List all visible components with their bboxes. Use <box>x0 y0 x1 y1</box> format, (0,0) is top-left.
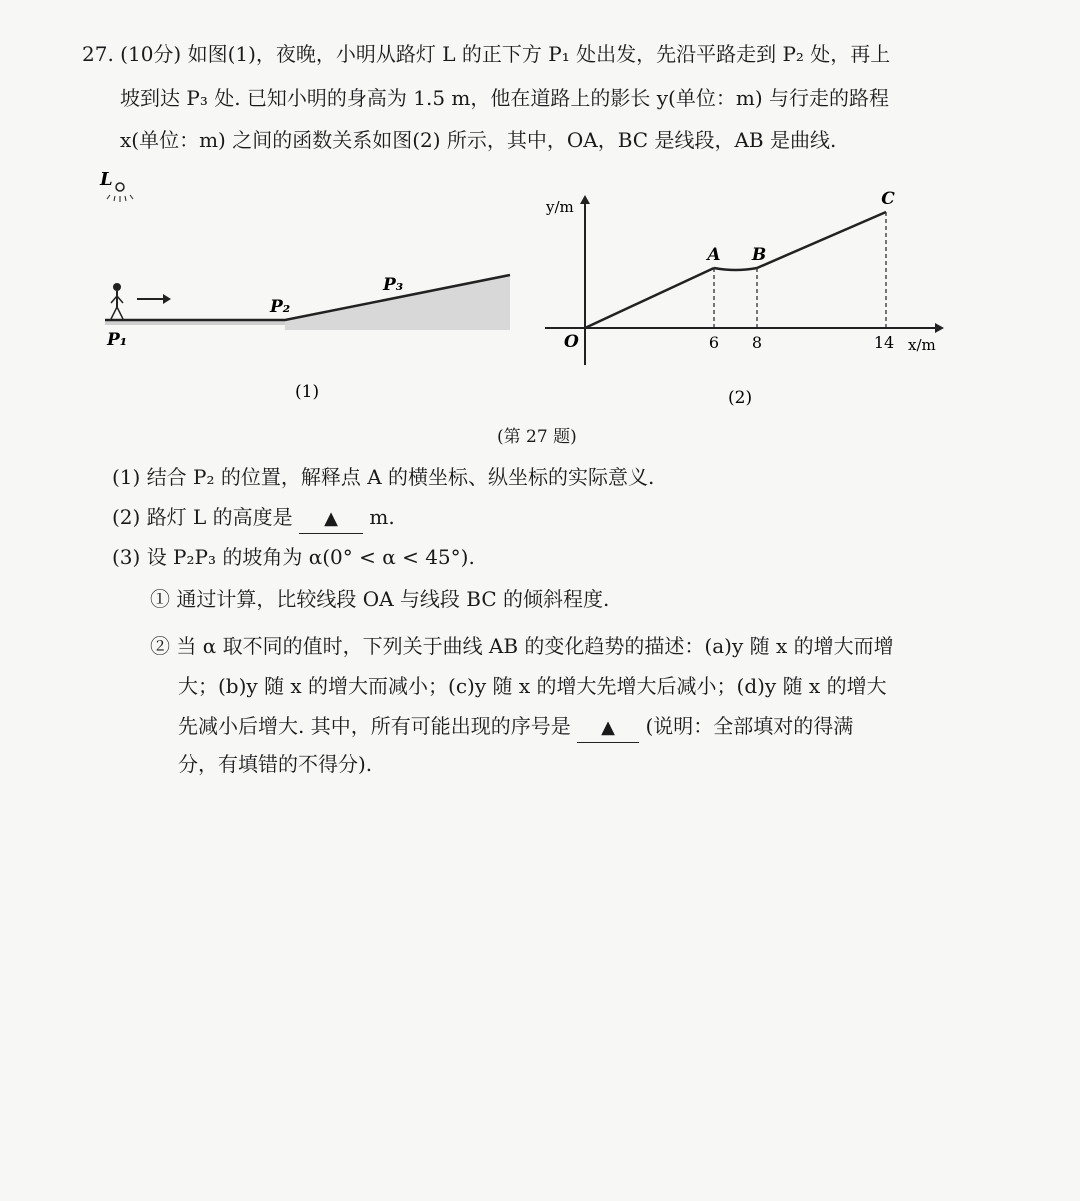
question-3-2-note: (说明：全部填对的得满 <box>645 714 854 738</box>
arrow-right-icon <box>137 294 171 304</box>
question-3: (3) 设 P₂P₃ 的坡角为 α(0° < α < 45°). <box>112 545 475 569</box>
problem-line-1 <box>82 40 890 68</box>
lamp-label: L <box>100 169 113 190</box>
figure-1-caption: (1) <box>295 382 320 402</box>
y-axis-arrow-icon <box>580 195 590 204</box>
x-axis-label: x/m <box>908 336 936 354</box>
figure-1 <box>95 165 525 405</box>
figure-2-caption: (2) <box>728 388 753 408</box>
blank-marker-icon: ▲ <box>324 508 338 529</box>
x-tick-8: 8 <box>751 333 763 352</box>
question-3-2-line-1: ② 当 α 取不同的值时，下列关于曲线 AB 的变化趋势的描述：(a)y 随 x 的增大而增 <box>150 634 894 658</box>
answer-blank-1[interactable] <box>299 503 363 534</box>
intro-text-2: 坡到达 P₃ 处. 已知小明的身高为 1.5 m，他在道路上的影长 y(单位：m) 与行走的路程 <box>120 86 889 110</box>
x-tick-6: 6 <box>708 333 720 352</box>
question-2 <box>112 503 395 534</box>
point-b-label: B <box>751 245 767 265</box>
question-3-2-line-3 <box>178 712 853 743</box>
p2-label: P₂ <box>270 297 291 317</box>
point-c-label: C <box>881 190 895 209</box>
curve-ab <box>714 268 757 270</box>
blank-marker-icon: ▲ <box>601 717 615 738</box>
answer-blank-2[interactable] <box>577 712 639 743</box>
p1-label: P₁ <box>107 330 128 350</box>
question-3-2-line-4: 分，有填错的不得分). <box>178 752 373 776</box>
intro-text-3: x(单位：m) 之间的函数关系如图(2) 所示，其中，OA，BC 是线段，AB 是曲线. <box>120 128 837 152</box>
point-a-label: A <box>707 245 721 265</box>
question-3-2-line-2: 大；(b)y 随 x 的增大而减小；(c)y 随 x 的增大先增大后减小；(d)y 随 x 的增大 <box>178 674 887 698</box>
p3-label: P₃ <box>383 275 404 295</box>
question-3-1: ① 通过计算，比较线段 OA 与线段 BC 的倾斜程度. <box>150 587 610 611</box>
problem-number: 27. <box>82 42 114 66</box>
x-tick-14: 14 <box>873 333 895 352</box>
segment-oa <box>585 268 714 328</box>
question-2-unit: m. <box>369 505 395 529</box>
question-1: (1) 结合 P₂ 的位置，解释点 A 的横坐标、纵坐标的实际意义. <box>112 465 655 489</box>
problem-score: (10分) <box>120 42 182 66</box>
question-2-text: (2) 路灯 L 的高度是 <box>112 505 293 529</box>
person-icon <box>111 283 123 319</box>
origin-label: O <box>564 332 579 352</box>
x-axis-arrow-icon <box>935 323 944 333</box>
figure-2-chart <box>540 190 950 415</box>
segment-bc <box>757 212 886 268</box>
intro-text-1: 如图(1)，夜晚，小明从路灯 L 的正下方 P₁ 处出发，先沿平路走到 P₂ 处，再上 <box>187 42 891 66</box>
question-3-2-text: 先减小后增大. 其中，所有可能出现的序号是 <box>178 714 571 738</box>
figure-caption: (第 27 题) <box>497 427 577 447</box>
y-axis-label: y/m <box>546 198 574 216</box>
